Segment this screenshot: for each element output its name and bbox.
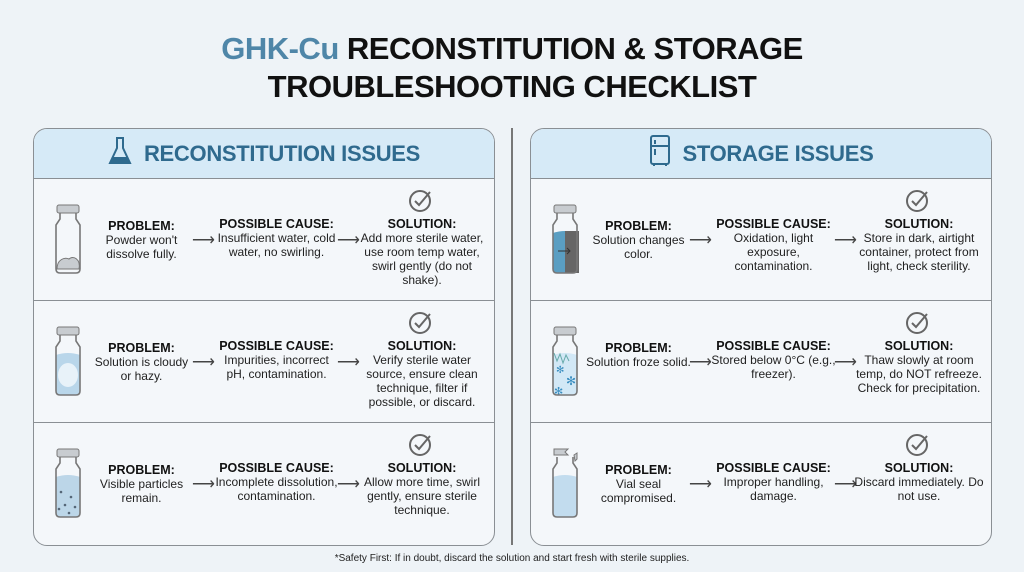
- checkmark-circle-icon: [408, 309, 434, 340]
- flask-icon: [108, 136, 132, 171]
- possible-cause: [214, 339, 339, 381]
- issue-row: [531, 423, 991, 545]
- checkmark-circle-icon: [905, 431, 931, 462]
- arrow-right-icon: ⟶: [337, 232, 360, 249]
- issue-row: [531, 179, 991, 301]
- solution-label: SOLUTION:: [387, 461, 457, 475]
- cause-text: Impurities, incorrect pH, contamination.: [224, 353, 329, 381]
- arrow-right-icon: ⟶: [834, 354, 857, 371]
- problem-text: Solution froze solid.: [586, 355, 691, 369]
- possible-cause: [711, 461, 836, 503]
- title-brand: GHK-Cu: [221, 31, 339, 66]
- vial-particles-icon: [51, 447, 85, 526]
- problem-text: Visible particles remain.: [99, 477, 184, 505]
- checkmark-circle-icon: [905, 309, 931, 340]
- possible-cause: [214, 217, 339, 259]
- cause-label: POSSIBLE CAUSE:: [219, 217, 334, 231]
- problem-label: PROBLEM:: [605, 463, 672, 477]
- cause-text: Improper handling, damage.: [723, 475, 824, 503]
- solution-text: Allow more time, swirl gently, ensure sterile technique.: [363, 475, 480, 517]
- problem: [89, 463, 194, 505]
- solution: [849, 217, 989, 273]
- solution-label: SOLUTION:: [884, 461, 954, 475]
- vial-frozen-icon: [548, 325, 582, 404]
- checkmark-circle-icon: [408, 187, 434, 218]
- solution: [849, 339, 989, 395]
- solution-text: Discard immediately. Do not use.: [854, 475, 984, 503]
- cause-text: Insufficient water, cold water, no swirling.: [217, 231, 336, 259]
- panel-divider: [511, 128, 513, 545]
- solution-text: Add more sterile water, use room temp water, swirl gently (do not shake).: [360, 231, 484, 287]
- possible-cause: [711, 217, 836, 273]
- safety-footer: *Safety First: If in doubt, discard the solution and start fresh with sterile supplies.: [334, 553, 690, 564]
- solution: [352, 339, 492, 409]
- problem: [586, 219, 691, 261]
- issue-row: [34, 179, 494, 301]
- svg-text:✻: ✻: [556, 365, 565, 376]
- arrow-right-icon: ⟶: [689, 354, 712, 371]
- panel-header: [531, 129, 991, 179]
- cause-label: POSSIBLE CAUSE:: [219, 461, 334, 475]
- solution-label: SOLUTION:: [884, 339, 954, 353]
- possible-cause: [214, 461, 339, 503]
- solution-text: Verify sterile water source, ensure clean technique, filter if possible, or discard.: [366, 353, 478, 409]
- cause-label: POSSIBLE CAUSE:: [716, 461, 831, 475]
- issue-row: [531, 301, 991, 423]
- issue-row: [34, 301, 494, 423]
- page-title: [0, 30, 1024, 106]
- possible-cause: [711, 339, 836, 381]
- solution-text: Thaw slowly at room temp, do NOT refreeze. Check for precipitation.: [856, 353, 982, 395]
- reconstitution-panel: [33, 128, 495, 546]
- problem: [586, 463, 691, 505]
- cause-text: Stored below 0°C (e.g., freezer).: [711, 353, 836, 381]
- problem-label: PROBLEM:: [108, 341, 175, 355]
- problem: [89, 219, 194, 261]
- cause-text: Incomplete dissolution, contamination.: [215, 475, 338, 503]
- cause-text: Oxidation, light exposure, contamination.: [733, 231, 814, 273]
- cause-label: POSSIBLE CAUSE:: [219, 339, 334, 353]
- solution-text: Store in dark, airtight container, protect from light, check sterility.: [859, 231, 979, 273]
- vial-color-icon: [548, 203, 582, 282]
- svg-text:✻: ✻: [554, 386, 564, 398]
- refrigerator-icon: [649, 135, 671, 172]
- arrow-right-icon: ⟶: [337, 354, 360, 371]
- problem: [89, 341, 194, 383]
- problem-text: Vial seal compromised.: [600, 477, 677, 505]
- arrow-right-icon: ⟶: [689, 232, 712, 249]
- arrow-right-icon: ⟶: [337, 476, 360, 493]
- arrow-right-icon: ⟶: [192, 476, 215, 493]
- solution: [849, 461, 989, 503]
- arrow-right-icon: ⟶: [834, 232, 857, 249]
- svg-text:✻: ✻: [566, 374, 577, 388]
- title-line2: TROUBLESHOOTING CHECKLIST: [267, 69, 757, 104]
- title-line1: RECONSTITUTION & STORAGE: [338, 31, 803, 66]
- panel-title: STORAGE ISSUES: [682, 140, 874, 166]
- issue-row: [34, 423, 494, 545]
- problem-text: Solution is cloudy or hazy.: [94, 355, 189, 383]
- solution-label: SOLUTION:: [387, 217, 457, 231]
- problem-label: PROBLEM:: [108, 219, 175, 233]
- arrow-right-icon: ⟶: [192, 354, 215, 371]
- arrow-right-icon: ⟶: [834, 476, 857, 493]
- problem-text: Solution changes color.: [592, 233, 685, 261]
- cause-label: POSSIBLE CAUSE:: [716, 217, 831, 231]
- checkmark-circle-icon: [408, 431, 434, 462]
- arrow-right-icon: ⟶: [192, 232, 215, 249]
- solution: [352, 217, 492, 287]
- problem-text: Powder won't dissolve fully.: [105, 233, 178, 261]
- solution-label: SOLUTION:: [884, 217, 954, 231]
- problem-label: PROBLEM:: [605, 341, 672, 355]
- panel-title: RECONSTITUTION ISSUES: [143, 140, 421, 166]
- problem-label: PROBLEM:: [108, 463, 175, 477]
- cause-label: POSSIBLE CAUSE:: [716, 339, 831, 353]
- arrow-right-icon: ⟶: [689, 476, 712, 493]
- problem-label: PROBLEM:: [605, 219, 672, 233]
- checkmark-circle-icon: [905, 187, 931, 218]
- storage-panel: [530, 128, 992, 546]
- solution-label: SOLUTION:: [387, 339, 457, 353]
- vial-cloudy-icon: [51, 325, 85, 404]
- solution: [352, 461, 492, 517]
- panel-header: [34, 129, 494, 179]
- problem: [586, 341, 691, 369]
- vial-powder-icon: [51, 203, 85, 282]
- vial-broken-icon: [548, 447, 582, 526]
